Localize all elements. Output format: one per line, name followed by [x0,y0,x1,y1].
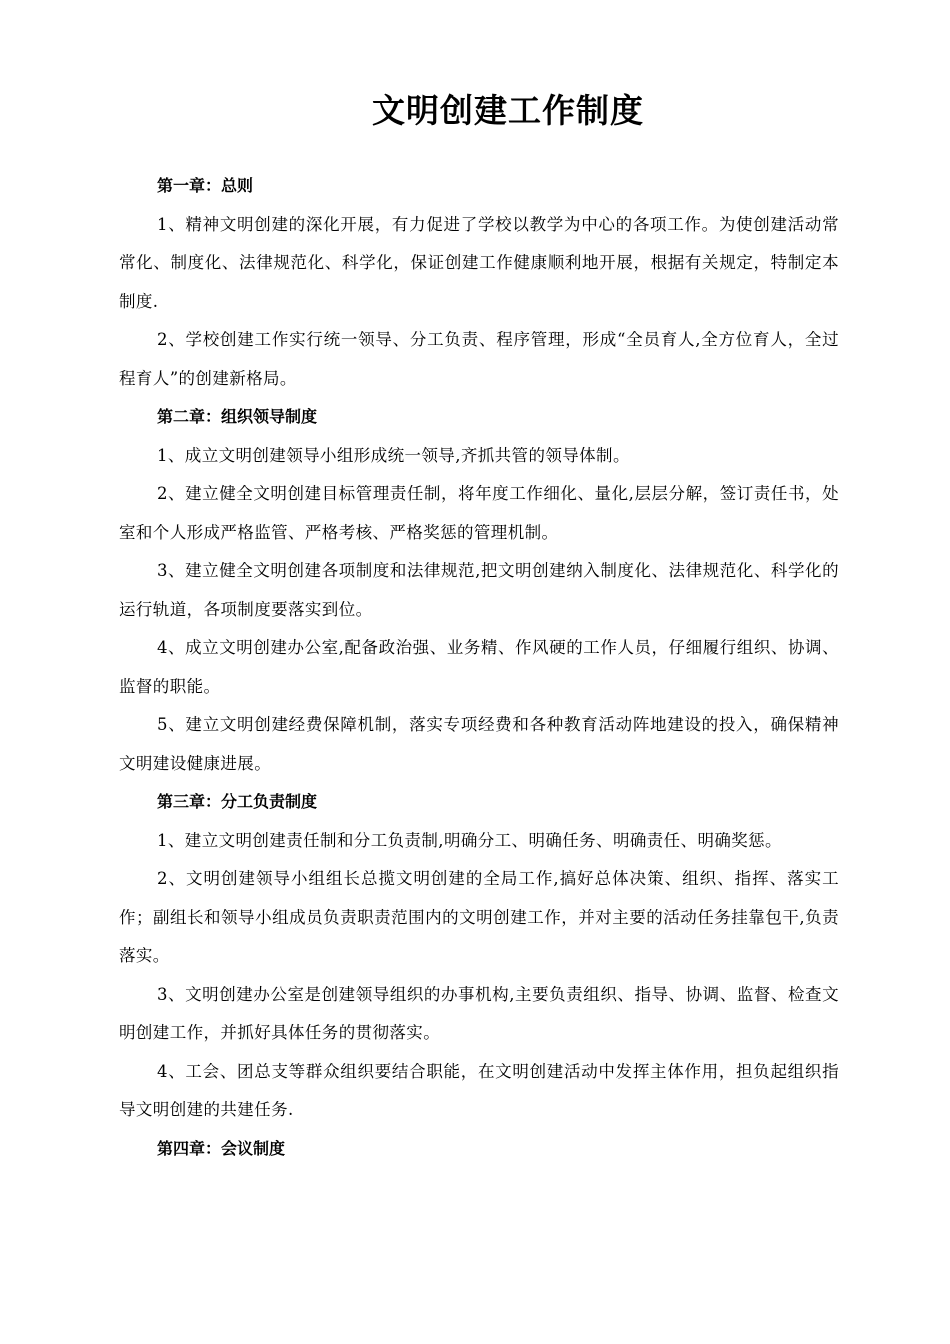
paragraph: 1、成立文明创建领导小组形成统一领导,齐抓共管的领导体制。 [157,445,630,465]
paragraph: 3、文明创建办公室是创建领导组织的办事机构,主要负责组织、指导、协调、监督、检查文明创建工作，并抓好具体任务的贯彻落实。 [119,984,839,1042]
document-title: 文明创建工作制度 [372,91,644,130]
paragraph: 2、建立健全文明创建目标管理责任制，将年度工作细化、量化,层层分解，签订责任书，处室和个人形成严格监管、严格考核、严格奖惩的管理机制。 [119,484,839,542]
chapter-3 [119,783,839,1130]
chapter-heading: 第一章：总则 [157,176,254,195]
chapter-1 [119,167,839,398]
paragraph: 3、建立健全文明创建各项制度和法律规范,把文明创建纳入制度化、法律规范化、科学化的运行轨道，各项制度要落实到位。 [119,561,839,619]
document-body [119,167,839,1168]
paragraph: 1、建立文明创建责任制和分工负责制,明确分工、明确任务、明确责任、明确奖惩。 [157,830,782,850]
chapter-heading: 第二章：组织领导制度 [157,407,318,426]
paragraph: 4、工会、团总支等群众组织要结合职能，在文明创建活动中发挥主体作用，担负起组织指导文明创建的共建任务. [119,1061,839,1119]
paragraph: 1、精神文明创建的深化开展，有力促进了学校以教学为中心的各项工作。为使创建活动常常化、制度化、法律规范化、科学化，保证创建工作健康顺利地开展，根据有关规定，特制定本制度. [119,214,839,311]
paragraph: 2、文明创建领导小组组长总揽文明创建的全局工作,搞好总体决策、组织、指挥、落实工作；副组长和领导小组成员负责职责范围内的文明创建工作，并对主要的活动任务挂靠包干,负责落实。 [119,869,839,965]
chapter-heading: 第三章：分工负责制度 [157,792,318,811]
paragraph: 5、建立文明创建经费保障机制，落实专项经费和各种教育活动阵地建设的投入，确保精神文明建设健康进展。 [119,715,839,773]
paragraph: 4、成立文明创建办公室,配备政治强、业务精、作风硬的工作人员，仔细履行组织、协调、监督的职能。 [119,638,839,696]
paragraph: 2、学校创建工作实行统一领导、分工负责、程序管理，形成“全员育人,全方位育人，全过程育人”的创建新格局。 [119,330,839,388]
chapter-4 [119,1130,839,1169]
chapter-2 [119,398,839,783]
chapter-heading: 第四章：会议制度 [157,1138,286,1158]
